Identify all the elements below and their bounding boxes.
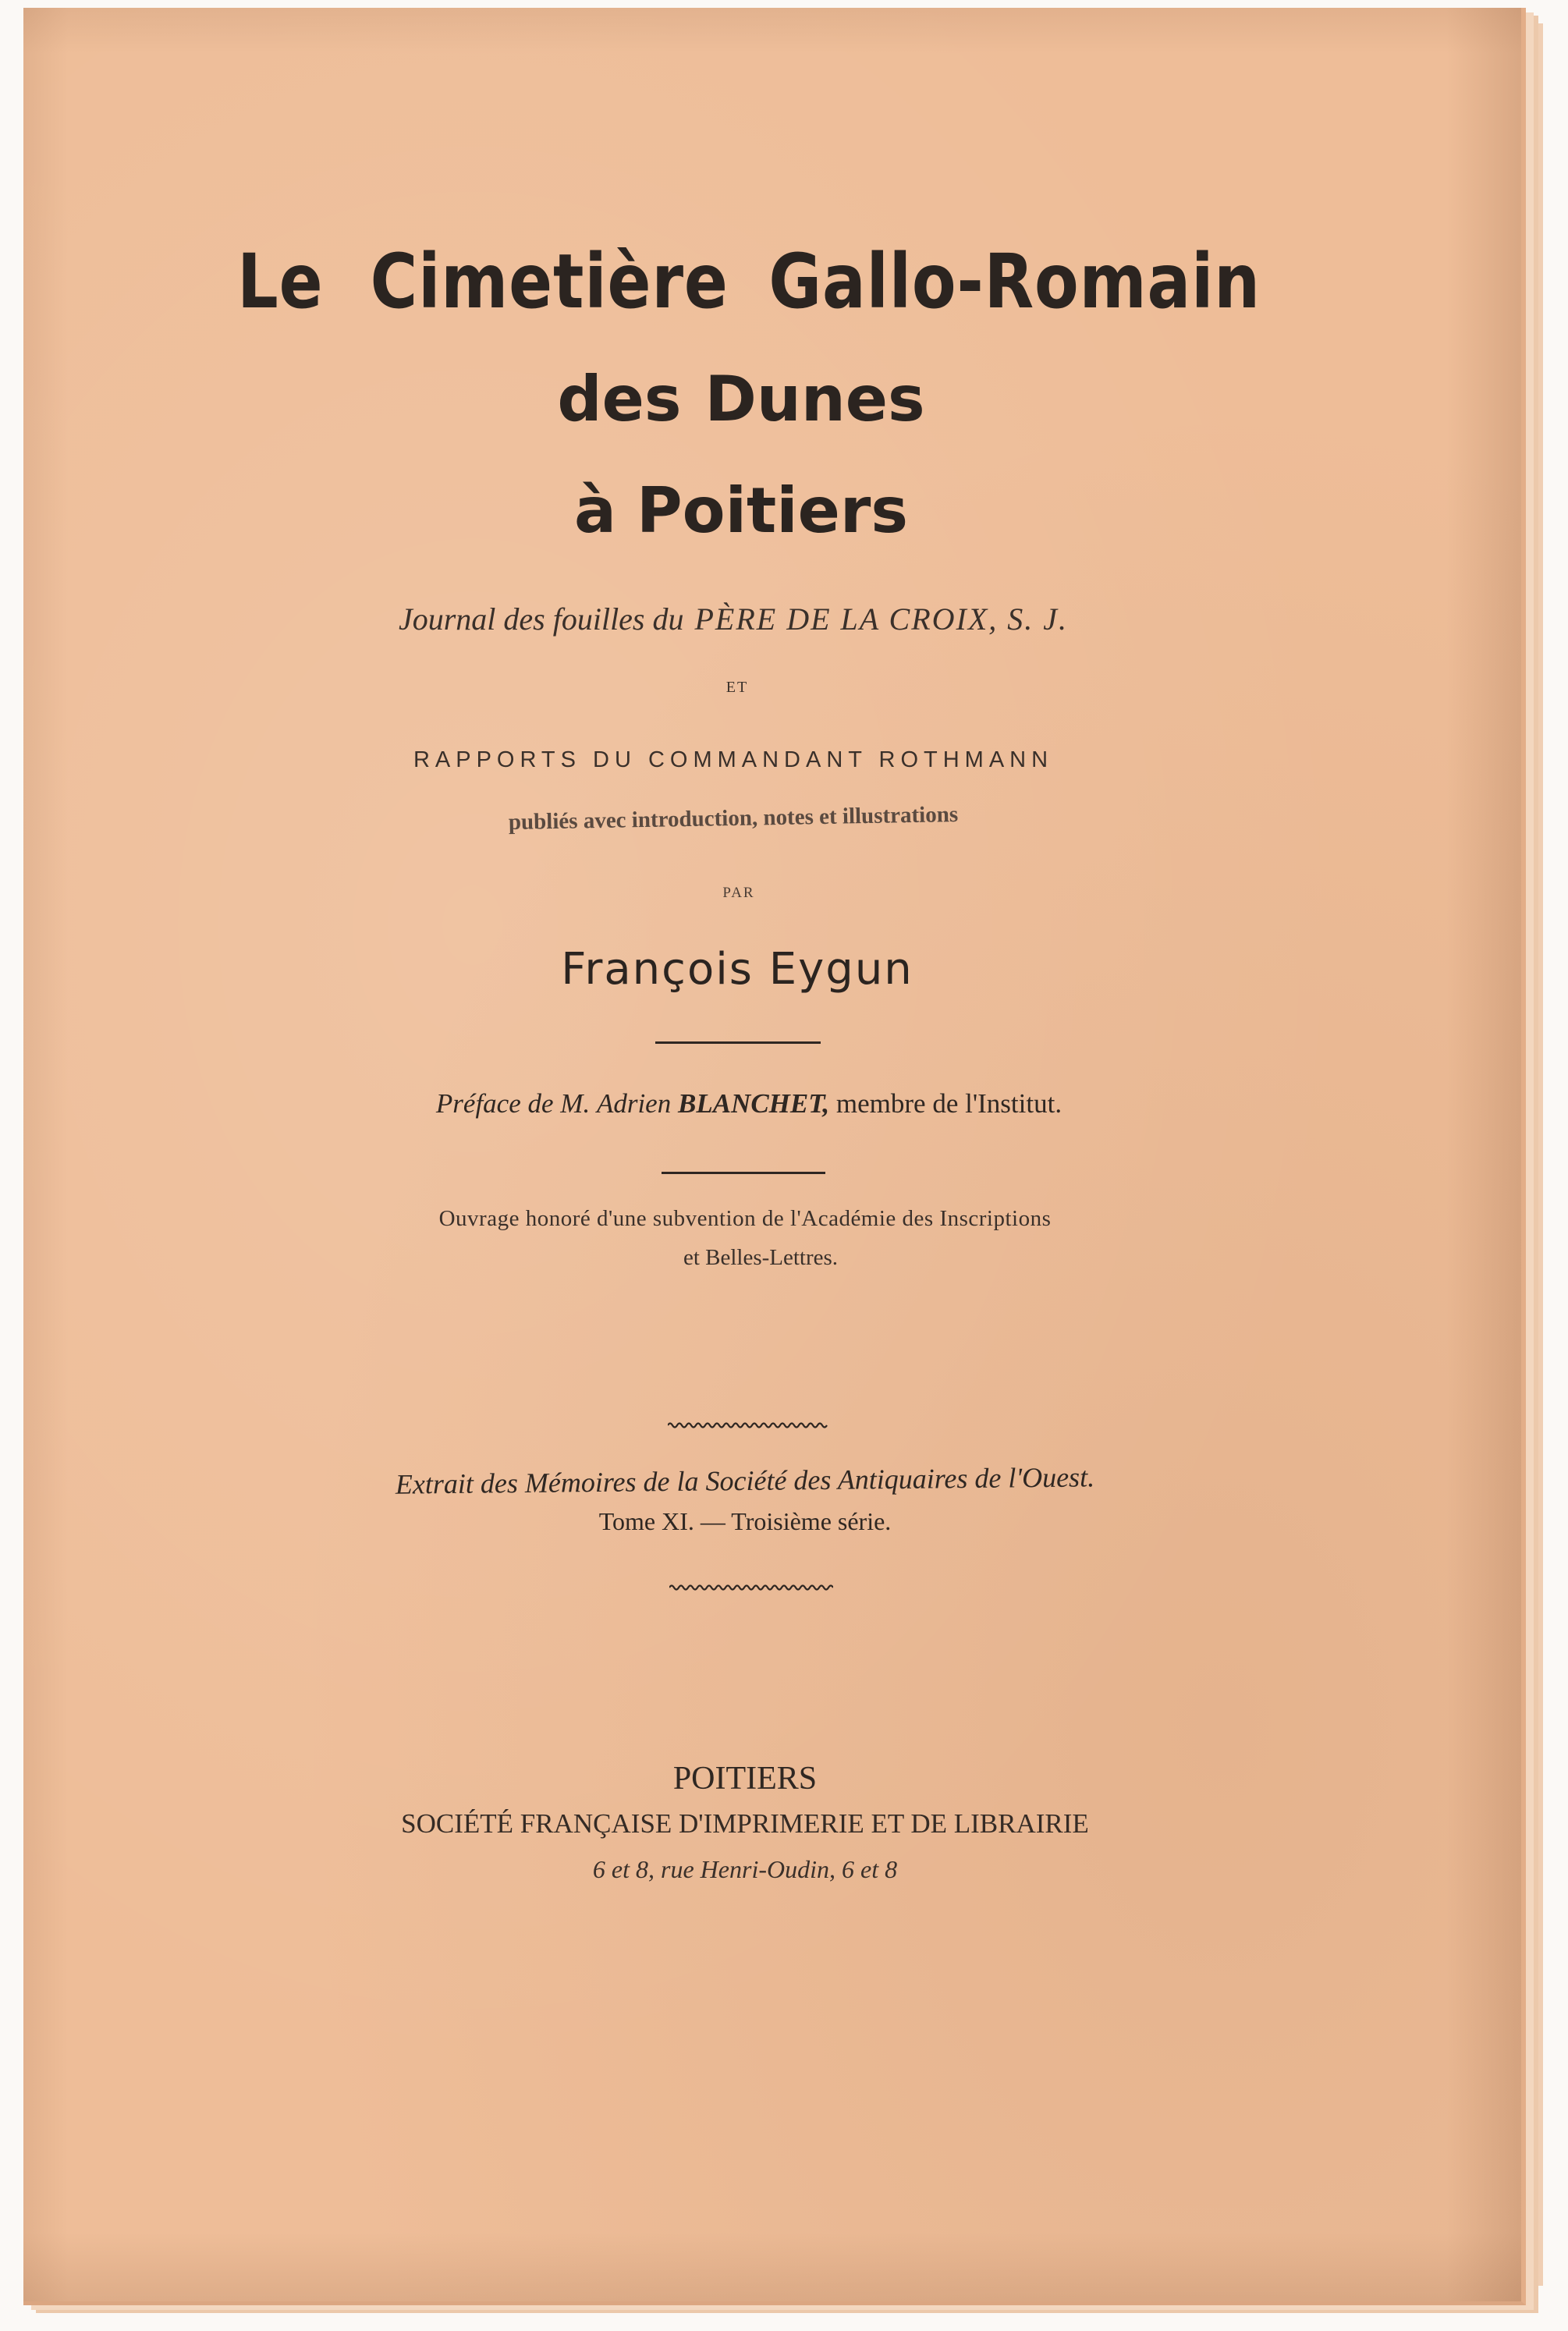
wavy-divider: [668, 1420, 828, 1431]
preface-line: [0, 1088, 1533, 1119]
title-word-le: Le: [237, 238, 324, 325]
title-word-dunes: Dunes: [704, 363, 925, 435]
title-word-des: des: [557, 363, 682, 435]
publies-line: publiés avec introduction, notes et illustrations: [508, 801, 959, 836]
divider-rule: [662, 1172, 825, 1174]
ouvrage-line-2: et Belles-Lettres.: [683, 1245, 839, 1270]
title-word-cimetiere: Cimetière: [370, 238, 729, 325]
wavy-divider: [669, 1582, 833, 1593]
page-edge: [1526, 23, 1543, 2286]
tome-line: Tome XI. — Troisième série.: [598, 1507, 892, 1535]
title-line-1: [75, 238, 1424, 325]
par-label: PAR: [722, 885, 755, 901]
preface-suffix: membre de l'Institut.: [835, 1088, 1062, 1119]
preface-first-name: Adrien: [596, 1088, 672, 1119]
title-line-2: [0, 363, 1525, 435]
publisher-address: 6 et 8, rue Henri-Oudin, 6 et 8: [592, 1855, 898, 1883]
title-line-3: [0, 474, 1525, 547]
preface-last-name: BLANCHET,: [677, 1088, 830, 1119]
journal-prefix: Journal des fouilles du: [398, 601, 684, 637]
title-word-poitiers: Poitiers: [636, 474, 908, 547]
et-label: ET: [725, 679, 749, 696]
journal-line: [0, 601, 1517, 637]
rapports-line: RAPPORTS DU COMMANDANT ROTHMANN: [413, 747, 1054, 772]
book-cover: [23, 8, 1526, 2305]
publisher-name: SOCIÉTÉ FRANÇAISE D'IMPRIMERIE ET DE LIBRAIRIE: [401, 1808, 1089, 1839]
title-word-a: à: [574, 474, 616, 547]
extrait-line: Extrait des Mémoires de la Société des Antiquaires de l'Ouest.: [395, 1461, 1095, 1500]
author-name: François Eygun: [561, 944, 913, 995]
publisher-city: POITIERS: [672, 1761, 818, 1797]
ouvrage-line-1: Ouvrage honoré d'une subvention de l'Académie des Inscriptions: [438, 1206, 1052, 1231]
journal-name: PÈRE DE LA CROIX, S. J.: [694, 601, 1069, 637]
divider-rule: [655, 1041, 821, 1044]
title-word-gallo-romain: Gallo-Romain: [768, 238, 1261, 325]
preface-prefix: Préface de M.: [435, 1088, 591, 1119]
